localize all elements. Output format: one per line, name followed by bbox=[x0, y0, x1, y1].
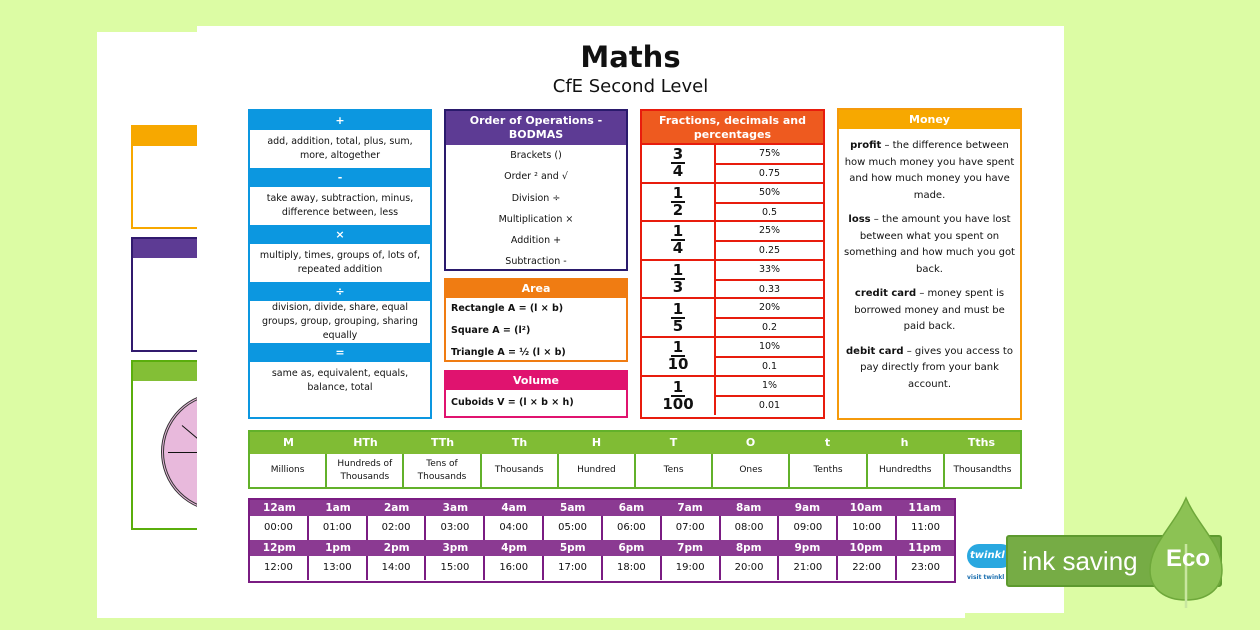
money-term: profit bbox=[850, 140, 882, 151]
money-header: Money bbox=[839, 110, 1020, 129]
fraction bbox=[662, 377, 694, 413]
denominator: 4 bbox=[672, 239, 684, 258]
bodmas-item: Multiplication × bbox=[498, 213, 574, 225]
time-24h: 09:00 bbox=[779, 516, 838, 540]
time-24h: 18:00 bbox=[603, 556, 662, 580]
denominator: 100 bbox=[662, 394, 694, 413]
time-24h: 06:00 bbox=[603, 516, 662, 540]
decimal-cell: 0.25 bbox=[716, 240, 823, 260]
pv-name: Millions bbox=[250, 454, 327, 487]
time-label: 12am bbox=[263, 502, 296, 514]
decimal-cell: 0.5 bbox=[716, 202, 823, 222]
denominator: 5 bbox=[672, 316, 684, 335]
pv-header: H bbox=[591, 436, 602, 449]
pv-name: Ones bbox=[713, 454, 790, 487]
fraction bbox=[671, 299, 685, 335]
fraction bbox=[671, 183, 685, 219]
pv-name: Thousands bbox=[482, 454, 559, 487]
place-value-table bbox=[248, 430, 1022, 489]
time-label: 4pm bbox=[501, 542, 527, 554]
volume-header: Volume bbox=[446, 372, 626, 390]
denominator: 3 bbox=[672, 278, 684, 297]
money-text: – the amount you have lost between what you spent on something and how much you got back. bbox=[844, 214, 1015, 275]
area-box bbox=[444, 278, 628, 362]
money-term: debit card bbox=[846, 345, 904, 357]
money-text: – gives you access to pay directly from your bank account. bbox=[860, 345, 1013, 390]
time-24h: 12:00 bbox=[250, 556, 309, 580]
operation-words: add, addition, total, plus, sum, more, altogether bbox=[267, 136, 413, 161]
time-label: 8pm bbox=[735, 542, 762, 554]
volume-box bbox=[444, 370, 628, 418]
numerator: 1 bbox=[672, 377, 684, 396]
money-term: credit card bbox=[854, 288, 917, 299]
am-times bbox=[250, 516, 954, 540]
pv-name: Tens of Thousands bbox=[404, 454, 481, 487]
operation-symbol: + bbox=[250, 111, 430, 130]
time-label: 10pm bbox=[849, 542, 883, 554]
time-label: 4am bbox=[501, 502, 527, 514]
money-definition bbox=[839, 286, 1020, 336]
percent-cell: 50% bbox=[758, 186, 781, 198]
time-label: 11am bbox=[908, 502, 942, 514]
fraction-row bbox=[642, 261, 823, 300]
time-24h: 19:00 bbox=[662, 556, 721, 580]
money-text: – money spent is borrowed money and must be paid back. bbox=[854, 288, 1005, 332]
pv-name: Hundreds of Thousands bbox=[327, 454, 404, 487]
time-24h: 13:00 bbox=[309, 556, 368, 580]
percent-cell: 25% bbox=[758, 225, 781, 237]
time-24h: 05:00 bbox=[544, 516, 603, 540]
twinkl-cloud-icon: twinkl bbox=[967, 544, 1013, 568]
am-labels bbox=[250, 500, 954, 516]
bodmas-header: Order of Operations - BODMAS bbox=[446, 111, 626, 145]
pv-header: Th bbox=[511, 436, 528, 449]
pv-header: T bbox=[669, 436, 678, 449]
denominator: 4 bbox=[672, 162, 684, 181]
time-label: 7am bbox=[677, 502, 703, 514]
fractions-table bbox=[640, 109, 825, 419]
operation-words: take away, subtraction, minus, difference between, less bbox=[266, 193, 414, 218]
time-label: 3pm bbox=[442, 542, 469, 554]
percent-cell: 20% bbox=[758, 302, 781, 314]
time-label: 6pm bbox=[618, 542, 645, 554]
place-value-names bbox=[250, 454, 1020, 487]
bodmas-box bbox=[444, 109, 628, 271]
time-label: 10am bbox=[849, 502, 883, 514]
pv-name: Hundred bbox=[559, 454, 636, 487]
volume-formula: Cuboids V = (l × b × h) bbox=[451, 397, 574, 408]
time-24h: 00:00 bbox=[250, 516, 309, 540]
pv-header: t bbox=[824, 436, 831, 449]
percent-cell: 10% bbox=[758, 340, 781, 352]
area-formula: Rectangle A = (l × b) bbox=[451, 303, 564, 314]
numerator: 1 bbox=[672, 183, 684, 202]
time-label: 12pm bbox=[262, 542, 296, 554]
time-24h: 10:00 bbox=[838, 516, 897, 540]
operation-words: multiply, times, groups of, lots of, repeated addition bbox=[259, 250, 421, 275]
page-title: Maths bbox=[580, 40, 681, 74]
time-label: 9am bbox=[794, 502, 821, 514]
bodmas-item: Subtraction - bbox=[505, 256, 567, 268]
bodmas-item: Brackets () bbox=[510, 150, 562, 161]
fraction bbox=[671, 263, 685, 295]
fraction-row bbox=[642, 145, 823, 184]
percent-cell: 75% bbox=[758, 148, 781, 159]
operation-symbol: ÷ bbox=[250, 282, 430, 301]
fraction-row bbox=[642, 338, 823, 377]
area-formula: Triangle A = ½ (l × b) bbox=[451, 347, 566, 358]
time-label: 5pm bbox=[559, 542, 586, 554]
operation-words: same as, equivalent, equals, balance, total bbox=[271, 368, 409, 393]
pv-header: Tths bbox=[967, 436, 996, 449]
fractions-header: Fractions, decimals and percentages bbox=[642, 111, 823, 145]
denominator: 10 bbox=[667, 355, 689, 374]
time-24h: 23:00 bbox=[911, 562, 940, 573]
time-24h: 07:00 bbox=[662, 516, 721, 540]
numerator: 1 bbox=[672, 299, 684, 318]
eco-label: Eco bbox=[1166, 545, 1211, 572]
time-label: 11pm bbox=[908, 542, 942, 554]
time-conversion-table bbox=[248, 498, 956, 583]
percent-cell: 33% bbox=[758, 263, 781, 275]
decimal-cell: 0.1 bbox=[716, 356, 823, 376]
time-24h: 17:00 bbox=[544, 556, 603, 580]
place-value-headers bbox=[250, 432, 1020, 454]
numerator: 1 bbox=[672, 222, 684, 241]
money-definition bbox=[839, 138, 1020, 204]
time-24h: 16:00 bbox=[485, 556, 544, 580]
pv-header: M bbox=[283, 436, 294, 449]
time-24h: 14:00 bbox=[368, 556, 427, 580]
time-label: 1pm bbox=[325, 542, 351, 554]
fraction bbox=[671, 224, 685, 256]
operation-words: division, divide, share, equal groups, group, grouping, sharing equally bbox=[262, 302, 418, 341]
fraction bbox=[668, 340, 689, 372]
time-label: 9pm bbox=[794, 542, 821, 554]
area-header: Area bbox=[446, 280, 626, 298]
money-term: loss bbox=[848, 214, 871, 225]
denominator: 2 bbox=[672, 200, 684, 219]
time-24h: 11:00 bbox=[911, 522, 940, 533]
bodmas-item: Addition + bbox=[510, 235, 562, 247]
pv-header: h bbox=[900, 436, 909, 449]
time-24h: 04:00 bbox=[485, 516, 544, 540]
numerator: 1 bbox=[672, 338, 684, 357]
decimal-cell: 0.33 bbox=[716, 279, 823, 299]
time-24h: 15:00 bbox=[426, 556, 485, 580]
time-24h: 21:00 bbox=[779, 556, 838, 580]
pv-header: TTh bbox=[430, 436, 455, 449]
time-24h: 02:00 bbox=[368, 516, 427, 540]
time-24h: 20:00 bbox=[721, 556, 780, 580]
numerator: 3 bbox=[672, 145, 684, 164]
area-formula: Square A = (l²) bbox=[451, 325, 531, 336]
time-24h: 03:00 bbox=[426, 516, 485, 540]
pv-name: Thousandths bbox=[953, 465, 1012, 475]
time-label: 6am bbox=[618, 502, 645, 514]
time-label: 5am bbox=[560, 502, 586, 514]
percent-cell: 1% bbox=[761, 379, 778, 391]
pv-name: Tenths bbox=[790, 454, 867, 487]
fraction-row bbox=[642, 377, 823, 416]
fraction-row bbox=[642, 299, 823, 338]
money-box bbox=[837, 108, 1022, 420]
time-24h: 08:00 bbox=[721, 516, 780, 540]
money-definition bbox=[839, 212, 1020, 278]
time-label: 2pm bbox=[383, 542, 410, 554]
time-24h: 01:00 bbox=[309, 516, 368, 540]
money-definition bbox=[839, 344, 1020, 394]
fraction bbox=[671, 147, 685, 179]
pv-header: HTh bbox=[353, 436, 378, 449]
pm-times bbox=[250, 556, 954, 580]
decimal-cell: 0.75 bbox=[716, 163, 823, 183]
numerator: 1 bbox=[672, 261, 684, 280]
pv-name: Tens bbox=[636, 454, 713, 487]
time-label: 7pm bbox=[677, 542, 703, 554]
maths-mat-page bbox=[197, 26, 1064, 613]
page-subtitle: CfE Second Level bbox=[552, 76, 709, 97]
logo-tagline: visit twinkl bbox=[967, 574, 1005, 581]
time-label: 2am bbox=[384, 502, 410, 514]
fraction-row bbox=[642, 222, 823, 261]
pv-name: Hundredths bbox=[868, 454, 945, 487]
operation-symbol: × bbox=[250, 225, 430, 244]
time-label: 3am bbox=[442, 502, 469, 514]
time-label: 8am bbox=[736, 502, 762, 514]
decimal-cell: 0.2 bbox=[716, 317, 823, 337]
pv-header: O bbox=[745, 436, 756, 449]
ink-saving-label: ink saving bbox=[1022, 546, 1138, 576]
fraction-row bbox=[642, 184, 823, 223]
operation-symbol: - bbox=[250, 168, 430, 187]
bodmas-item: Division ÷ bbox=[511, 192, 561, 204]
operation-symbol: = bbox=[250, 343, 430, 362]
pm-labels bbox=[250, 540, 954, 556]
time-label: 1am bbox=[325, 502, 351, 514]
time-24h: 22:00 bbox=[838, 556, 897, 580]
money-text: – the difference between how much money you have spent and how much money you have made. bbox=[844, 140, 1015, 201]
decimal-cell: 0.01 bbox=[716, 395, 823, 415]
bodmas-item: Order ² and √ bbox=[504, 171, 568, 183]
operations-vocabulary bbox=[248, 109, 432, 419]
